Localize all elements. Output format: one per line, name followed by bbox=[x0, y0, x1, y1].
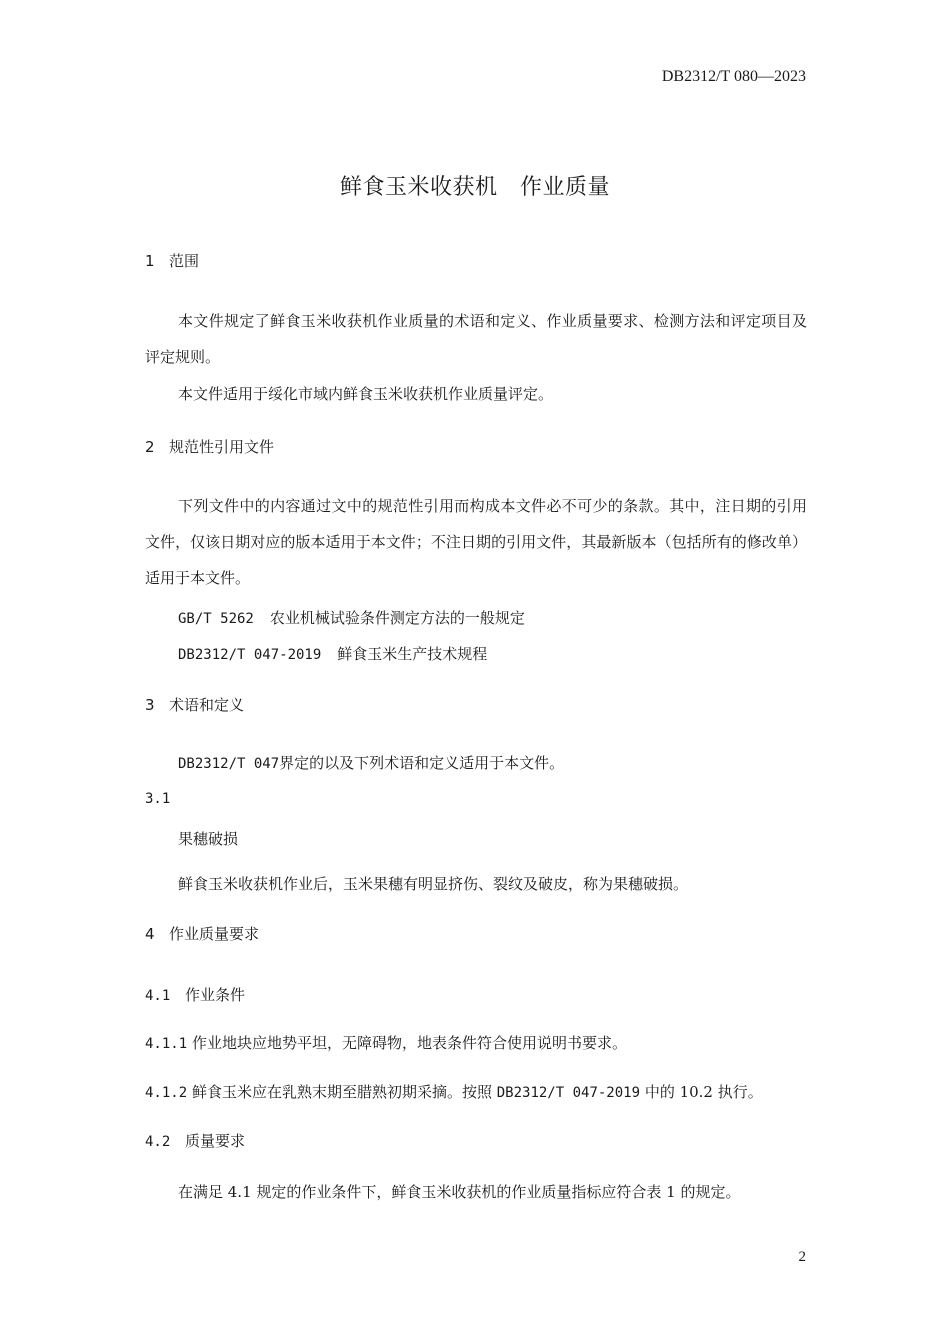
intro-code: DB2312/T 047 bbox=[178, 756, 280, 772]
clause-4-1-2 bbox=[145, 1081, 763, 1102]
term-name: 果穗破损 bbox=[178, 830, 239, 848]
section-number: 1 bbox=[145, 252, 155, 270]
subsection-4-2-heading bbox=[145, 1130, 245, 1151]
clause-code: DB2312/T 047-2019 bbox=[496, 1085, 641, 1101]
term-definition: 鲜食玉米收获机作业后，玉米果穗有明显挤伤、裂纹及破皮，称为果穗破损。 bbox=[178, 875, 689, 893]
subsection-number: 4.2 bbox=[145, 1134, 171, 1150]
subsection-title: 质量要求 bbox=[185, 1132, 246, 1150]
section-3-heading bbox=[145, 694, 244, 715]
reference-title: 农业机械试验条件测定方法的一般规定 bbox=[269, 609, 525, 627]
section-title: 作业质量要求 bbox=[169, 925, 260, 943]
section-3-intro bbox=[178, 752, 564, 773]
section-2-paragraph: 下列文件中的内容通过文中的规范性引用而构成本文件必不可少的条款。其中，注日期的引用文件，仅该日期对应的版本适用于本文件；不注日期的引用文件，其最新版本（包括所有的修改单）适用于本文件。 bbox=[145, 497, 807, 587]
section-1-heading bbox=[145, 250, 199, 271]
section-title: 规范性引用文件 bbox=[169, 438, 275, 456]
clause-text: 鲜食玉米应在乳熟末期至腊熟初期采摘。按照 bbox=[191, 1083, 492, 1101]
section-1-paragraph-1: 本文件规定了鲜食玉米收获机作业质量的术语和定义、作业质量要求、检测方法和评定项目及评定规则。 bbox=[145, 312, 807, 366]
section-2-heading bbox=[145, 436, 274, 457]
clause-number: 4.1.1 bbox=[145, 1036, 188, 1052]
reference-title: 鲜食玉米生产技术规程 bbox=[337, 645, 488, 663]
subsection-4-2-paragraph: 在满足 4.1 规定的作业条件下，鲜食玉米收获机的作业质量指标应符合表 1 的规定。 bbox=[178, 1183, 741, 1201]
section-title: 范围 bbox=[169, 252, 200, 270]
section-number: 2 bbox=[145, 438, 155, 456]
term-number: 3.1 bbox=[145, 791, 171, 807]
reference-code: DB2312/T 047-2019 bbox=[178, 647, 322, 663]
clause-number: 4.1.2 bbox=[145, 1085, 188, 1101]
intro-text: 界定的以及下列术语和定义适用于本文件。 bbox=[279, 754, 565, 772]
reference-item bbox=[178, 643, 487, 664]
reference-item bbox=[178, 607, 525, 628]
subsection-number: 4.1 bbox=[145, 988, 171, 1004]
reference-code: GB/T 5262 bbox=[178, 611, 254, 627]
section-number: 4 bbox=[145, 925, 155, 943]
page-number: 2 bbox=[798, 1249, 806, 1265]
section-1-paragraph-2: 本文件适用于绥化市域内鲜食玉米收获机作业质量评定。 bbox=[178, 385, 554, 403]
subsection-title: 作业条件 bbox=[185, 986, 246, 1004]
section-title: 术语和定义 bbox=[169, 696, 245, 714]
section-4-heading bbox=[145, 923, 259, 944]
document-title: 鲜食玉米收获机 作业质量 bbox=[339, 175, 610, 200]
clause-4-1-1 bbox=[145, 1032, 627, 1053]
clause-text: 中的 10.2 执行。 bbox=[644, 1083, 763, 1101]
document-code: DB2312/T 080—2023 bbox=[661, 68, 806, 85]
section-number: 3 bbox=[145, 696, 155, 714]
subsection-4-1-heading bbox=[145, 984, 245, 1005]
clause-text: 作业地块应地势平坦，无障碍物，地表条件符合使用说明书要求。 bbox=[191, 1034, 627, 1052]
